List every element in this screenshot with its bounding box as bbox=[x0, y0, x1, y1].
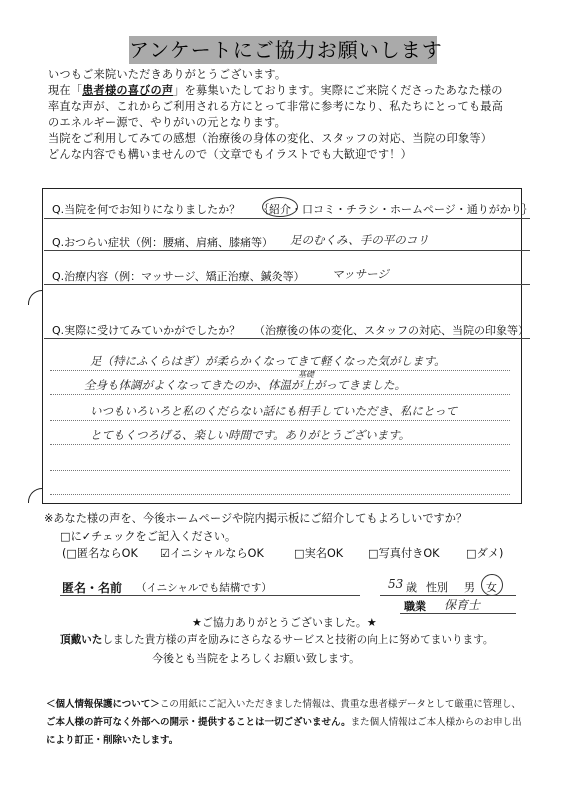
intro-line-2 bbox=[48, 83, 503, 99]
answer-insert: 基礎 bbox=[298, 370, 314, 379]
privacy-line-2 bbox=[46, 714, 522, 731]
name-note: （イニシャルでも結構です） bbox=[136, 582, 272, 594]
privacy-line-1 bbox=[46, 696, 521, 713]
privacy-line-3: により訂正・削除いたします。 bbox=[46, 735, 179, 746]
job-value: 保育士 bbox=[444, 598, 481, 612]
consent-option-decline[interactable]: □ダメ) bbox=[466, 547, 504, 560]
intro-line-4: のエネルギー源で、やりがいの元となります。 bbox=[48, 116, 287, 129]
answer-rule-2 bbox=[50, 394, 510, 395]
answer-line-4: とてもくつろげる、楽しい時間です。ありがとうございます。 bbox=[90, 428, 411, 442]
q2-underline bbox=[44, 250, 530, 251]
consent-question: ※あなた様の声を、今後ホームページや院内掲示板にご紹介してもよろしいですか？ bbox=[44, 512, 468, 525]
answer-line-2: 全身も体調がよくなってきたのか、体温が上がってきました。 bbox=[84, 378, 406, 392]
gender-male: 男 bbox=[464, 581, 475, 594]
answer-rule-3 bbox=[50, 420, 510, 421]
fold-mark-bottom bbox=[28, 488, 43, 503]
q3-underline bbox=[44, 284, 530, 285]
answer-rule-6 bbox=[50, 494, 510, 495]
gender-label: 性別 bbox=[426, 581, 448, 594]
q3-label: Q.治療内容（例：マッサージ、矯正治療、鍼灸等） bbox=[52, 270, 305, 283]
thanks-line-2 bbox=[60, 632, 494, 647]
consent-option-realname[interactable]: □実名OK bbox=[294, 547, 344, 560]
name-underline bbox=[60, 595, 360, 596]
fold-mark-top bbox=[28, 290, 43, 305]
job-underline bbox=[400, 613, 516, 614]
privacy-line-2-rest: また個人情報はご本人様からのお申し出 bbox=[350, 717, 522, 728]
q4-hint: （治療後の体の変化、スタッフの対応、当院の印象等） bbox=[254, 324, 529, 337]
q2-answer: 足のむくみ、手の平のコリ bbox=[290, 233, 429, 247]
q1-label: Q.当院を何でお知りになりましたか？ bbox=[52, 203, 241, 216]
consent-instruction: □に✓チェックをご記入ください。 bbox=[60, 530, 237, 543]
name-label: 匿名・名前 bbox=[62, 581, 123, 595]
intro-line-5: 当院をご利用してみての感想（治療後の身体の変化、スタッフの対応、当院の印象等） bbox=[48, 132, 493, 145]
q4-label: Q.実際に受けてみていかがでしたか？ bbox=[52, 324, 241, 337]
thanks-line-2-rest: しました貴方様の声を励みにさらなるサービスと技術の向上に努めてまいります。 bbox=[102, 634, 494, 646]
privacy-line-1-bold: ＜個人情報保護について＞ bbox=[46, 699, 160, 710]
thanks-line-1: ★ご協力ありがとうございました。★ bbox=[192, 616, 377, 629]
privacy-line-1-rest: この用紙にご記入いただきました情報は、貴重な患者様データとして厳重に管理し、 bbox=[159, 699, 521, 710]
q1-selected-circle bbox=[262, 197, 298, 217]
q1-underline bbox=[44, 218, 530, 219]
consent-option-anonymous[interactable]: (□匿名ならOK bbox=[62, 547, 138, 560]
q2-label: Q.おつらい症状（例：腰痛、肩痛、膝痛等） bbox=[52, 236, 274, 249]
age-label: 歳 bbox=[406, 581, 417, 594]
thanks-line-2-bold: 頂戴いた bbox=[60, 634, 103, 646]
intro-highlight: 患者様の喜びの声 bbox=[82, 84, 174, 97]
thanks-line-3: 今後とも当院をよろしくお願い致します。 bbox=[152, 652, 361, 665]
page-title: アンケートにご協力お願いします bbox=[129, 38, 443, 62]
intro-line-1: いつもご来院いただきありがとうございます。 bbox=[48, 68, 287, 81]
intro-line-6: どんな内容でも構いませんので（文章でもイラストでも大歓迎です！） bbox=[48, 148, 413, 161]
age-value: 53 bbox=[388, 577, 404, 591]
answer-rule-5 bbox=[50, 470, 510, 471]
q3-answer: マッサージ bbox=[332, 267, 389, 281]
consent-option-initials[interactable]: ☑イニシャルならOK bbox=[160, 547, 264, 560]
privacy-line-2-bold: ご本人様の許可なく外部への開示・提供することは一切ございません。 bbox=[46, 717, 351, 728]
q4-underline bbox=[44, 338, 530, 339]
intro-line-3: 率直な声が、これからご利用される方にとって非常に参考になり、私たちにとっても最高 bbox=[48, 100, 504, 113]
job-label: 職業 bbox=[404, 600, 426, 613]
answer-rule-4 bbox=[50, 444, 510, 445]
intro-line-2-end: 」を募集いたしております。実際にご来院くださったあなた様の bbox=[173, 84, 503, 97]
q1-options: ｛紹介・口コミ・チラシ・ホームページ・通りがかり｝ bbox=[258, 203, 533, 216]
consent-option-photo[interactable]: □写真付きOK bbox=[368, 547, 440, 560]
answer-line-1: 足（特にふくらはぎ）が柔らかくなってきて軽くなった気がします。 bbox=[90, 354, 446, 368]
intro-line-2-start: 現在「 bbox=[48, 84, 83, 97]
gender-female: 女 bbox=[486, 581, 497, 594]
answer-line-3: いつもいろいろと私のくだらない話にも相手していただき、私にとって bbox=[90, 404, 458, 418]
answer-rule-1 bbox=[50, 370, 510, 371]
gender-selected-circle bbox=[481, 574, 503, 596]
